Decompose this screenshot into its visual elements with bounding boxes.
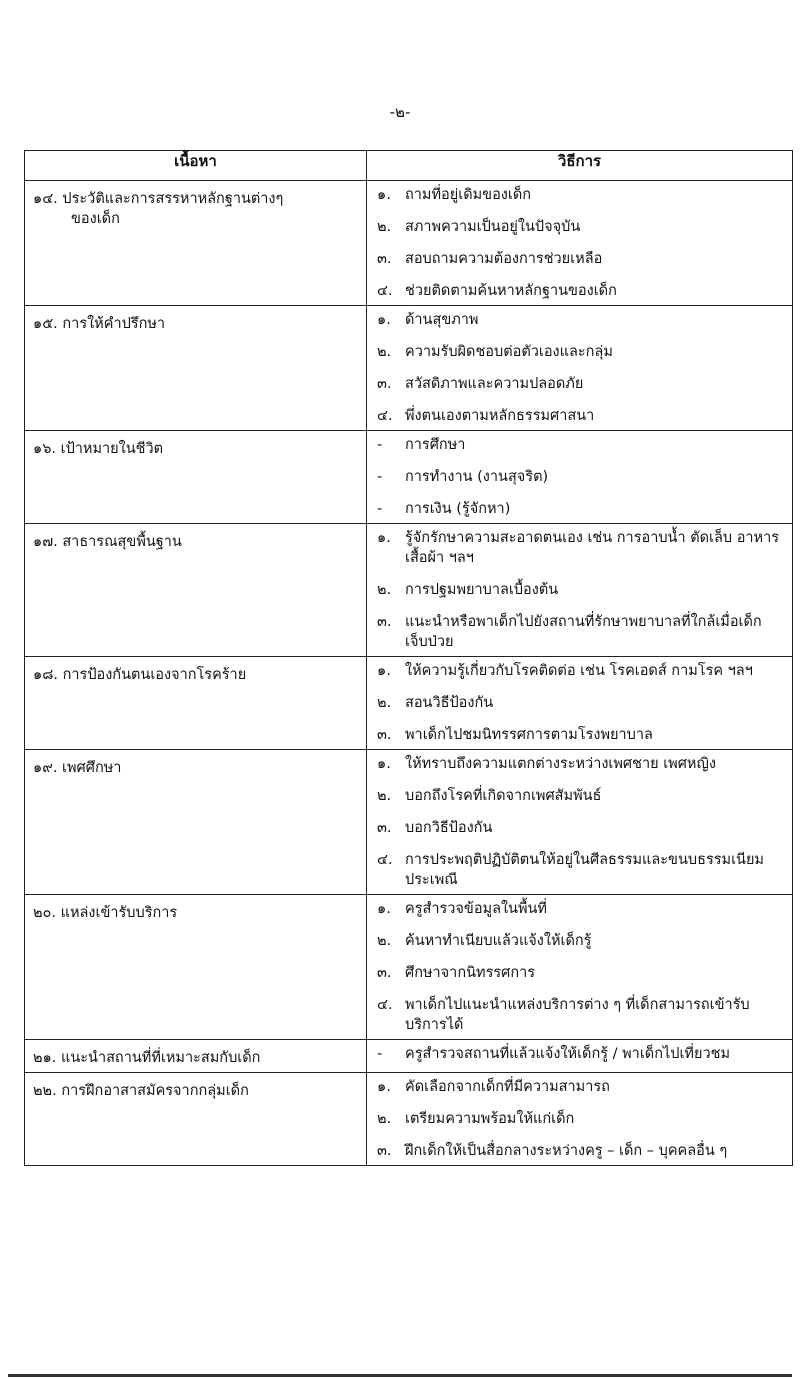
table-row [25,1073,793,1166]
method-number: ๓. [377,965,392,981]
method-number: ๓. [377,820,392,836]
method-number: ๑. [377,530,391,546]
method-item [377,931,784,951]
method-text: สอนวิธีป้องกัน [405,695,494,711]
method-number: ๑. [377,1079,391,1095]
method-number: ๑. [377,756,391,772]
method-text: สภาพความเป็นอยู่ในปัจจุบัน [405,219,581,235]
method-item [377,899,784,919]
topic-cell [25,1073,367,1166]
method-cell [367,750,793,895]
topic-text: ๒๑. แนะนำสถานที่ที่เหมาะสมกับเด็ก [33,1050,261,1066]
method-number: - [377,469,383,485]
method-item [377,850,784,890]
method-item [377,995,784,1035]
method-cell [367,657,793,750]
method-item [377,528,784,568]
table-body [25,181,793,1166]
method-item [377,281,784,301]
method-item [377,963,784,983]
topic-cell [25,181,367,306]
method-number: ๔. [377,852,393,868]
topic-text: ๒๒. การฝึกอาสาสมัครจากกลุ่มเด็ก [33,1083,249,1099]
method-item [377,249,784,269]
method-number: - [377,501,383,517]
topic-text: ๑๗. สาธารณสุขพื้นฐาน [33,534,182,550]
page-number: -๒- [389,103,411,121]
topic-text: ๑๕. การให้คำปรึกษา [33,316,166,332]
topic-text: ๑๖. เป้าหมายในชีวิต [33,441,164,457]
method-number: - [377,1046,383,1062]
method-text: รู้จักรักษาความสะอาดตนเอง เช่น การอาบน้ำ ตัดเล็บ อาหาร เสื้อผ้า ฯลฯ [405,530,780,566]
method-item [377,754,784,774]
method-text: สวัสดิภาพและความปลอดภัย [405,376,584,392]
method-text: การศึกษา [405,437,466,453]
method-number: ๒. [377,933,392,949]
method-text: ค้นหาทำเนียบแล้วแจ้งให้เด็กรู้ [405,933,592,949]
method-cell [367,431,793,524]
method-number: ๓. [377,376,392,392]
topic-cell [25,1040,367,1073]
method-number: ๒. [377,582,392,598]
method-item [377,310,784,330]
method-item [377,725,784,745]
method-item [377,1141,784,1161]
topic-cell [25,524,367,657]
method-text: ศึกษาจากนิทรรศการ [405,965,536,981]
content-table [24,150,793,1166]
method-number: ๒. [377,219,392,235]
method-item [377,1109,784,1129]
method-item [377,435,784,455]
method-text: ให้ความรู้เกี่ยวกับโรคติดต่อ เช่น โรคเอดส์ กามโรค ฯลฯ [405,663,753,679]
method-item [377,185,784,205]
method-text: พึ่งตนเองตามหลักธรรมศาสนา [405,408,595,424]
method-number: ๔. [377,283,393,299]
topic-text: ๑๔. ประวัติและการสรรหาหลักฐานต่างๆ ของเด็ก [33,191,284,227]
method-text: เตรียมความพร้อมให้แก่เด็ก [405,1111,575,1127]
topic-cell [25,431,367,524]
method-item [377,217,784,237]
method-cell [367,306,793,431]
header-method: วิธีการ [367,151,793,181]
method-text: การประพฤติปฏิบัติตนให้อยู่ในศีลธรรมและขนบธรรมเนียมประเพณี [405,852,764,888]
method-number: ๑. [377,312,391,328]
method-text: พาเด็กไปแนะนำแหล่งบริการต่าง ๆ ที่เด็กสามารถเข้ารับบริการได้ [405,997,750,1033]
header-topic: เนื้อหา [25,151,367,181]
method-number: ๓. [377,727,392,743]
method-text: ฝึกเด็กให้เป็นสื่อกลางระหว่างครู – เด็ก – บุคคลอื่น ๆ [405,1143,728,1159]
method-text: ครูสำรวจข้อมูลในพื้นที่ [405,901,547,917]
method-number: ๑. [377,187,391,203]
table-row [25,1040,793,1073]
method-cell [367,181,793,306]
topic-cell [25,895,367,1040]
method-number: ๒. [377,695,392,711]
method-cell [367,895,793,1040]
method-text: การเงิน (รู้จักหา) [405,501,511,517]
method-item [377,661,784,681]
method-number: ๔. [377,997,393,1013]
method-item [377,1044,784,1064]
method-text: ด้านสุขภาพ [405,312,479,328]
method-text: ถามที่อยู่เดิมของเด็ก [405,187,532,203]
method-text: พาเด็กไปชมนิทรรศการตามโรงพยาบาล [405,727,653,743]
table-row [25,895,793,1040]
method-cell [367,524,793,657]
method-number: ๒. [377,1111,392,1127]
topic-text: ๑๙. เพศศึกษา [33,760,122,776]
method-item [377,499,784,519]
table-header-row [25,151,793,181]
topic-cell [25,750,367,895]
method-item [377,342,784,362]
method-text: การทำงาน (งานสุจริต) [405,469,549,485]
table-row [25,431,793,524]
method-text: ช่วยติดตามค้นหาหลักฐานของเด็ก [405,283,617,299]
method-number: ๔. [377,408,393,424]
method-number: ๓. [377,1143,392,1159]
method-item [377,1077,784,1097]
table-row [25,306,793,431]
method-number: ๒. [377,344,392,360]
method-number: ๓. [377,614,392,630]
topic-text: ๒๐. แหล่งเข้ารับบริการ [33,905,178,921]
table-row [25,657,793,750]
method-item [377,374,784,394]
method-number: ๓. [377,251,392,267]
method-text: คัดเลือกจากเด็กที่มีความสามารถ [405,1079,610,1095]
method-item [377,467,784,487]
method-cell [367,1040,793,1073]
method-item [377,580,784,600]
method-text: สอบถามความต้องการช่วยเหลือ [405,251,603,267]
method-item [377,406,784,426]
topic-cell [25,306,367,431]
table-row [25,181,793,306]
bottom-rule [8,1374,792,1377]
method-number: ๒. [377,788,392,804]
method-number: ๑. [377,901,391,917]
method-text: แนะนำหรือพาเด็กไปยังสถานที่รักษาพยาบาลที่ใกล้เมื่อเด็กเจ็บป่วย [405,614,762,650]
method-cell [367,1073,793,1166]
method-number: ๑. [377,663,391,679]
method-item [377,612,784,652]
method-text: ครูสำรวจสถานที่แล้วแจ้งให้เด็กรู้ / พาเด็กไปเที่ยวชม [405,1046,731,1062]
topic-text: ๑๘. การป้องกันตนเองจากโรคร้าย [33,667,247,683]
method-text: บอกถึงโรคที่เกิดจากเพศสัมพันธ์ [405,788,602,804]
method-text: ให้ทราบถึงความแตกต่างระหว่างเพศชาย เพศหญิง [405,756,716,772]
method-item [377,693,784,713]
table-row [25,750,793,895]
topic-cell [25,657,367,750]
method-text: บอกวิธีป้องกัน [405,820,493,836]
method-number: - [377,437,383,453]
method-text: ความรับผิดชอบต่อตัวเองและกลุ่ม [405,344,613,360]
method-item [377,786,784,806]
table-row [25,524,793,657]
method-text: การปฐมพยาบาลเบื้องต้น [405,582,559,598]
method-item [377,818,784,838]
